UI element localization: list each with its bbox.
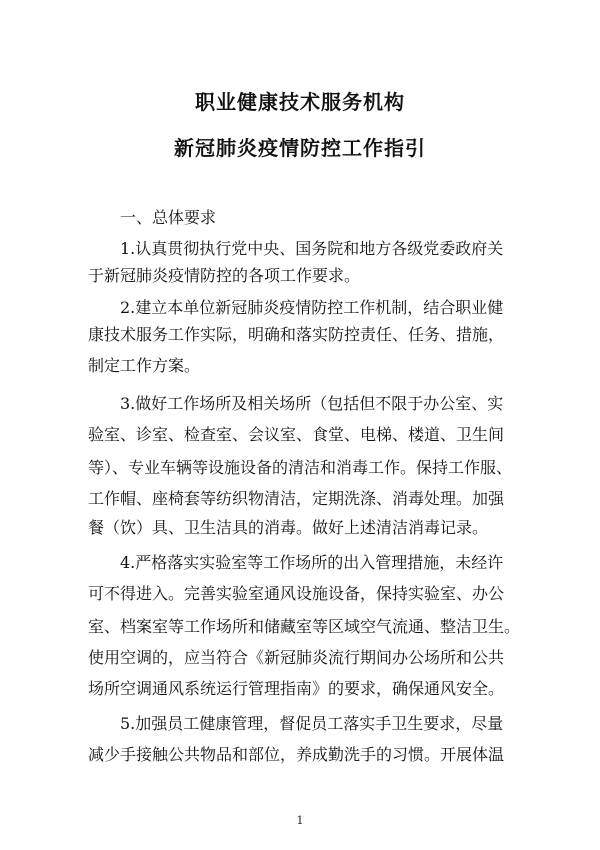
body-line: 1.认真贯彻执行党中央、国务院和地方各级党委政府关 — [120, 239, 504, 258]
title-line-2: 新冠肺炎疫情防控工作指引 — [174, 136, 426, 160]
page-number: 1 — [296, 814, 304, 827]
body-line: 餐（饮）具、卫生洁具的消毒。做好上述清洁消毒记录。 — [88, 518, 489, 537]
body-line: 2.建立本单位新冠肺炎疫情防控工作机制，结合职业健 — [120, 298, 504, 317]
body-line: 等）、专业车辆等设施设备的清洁和消毒工作。保持工作服、 — [88, 458, 513, 477]
body-line: 验室、诊室、检查室、会议室、食堂、电梯、楼道、卫生间 — [88, 425, 505, 444]
body-line: 于新冠肺炎疫情防控的各项工作要求。 — [88, 266, 361, 285]
body-line: 室、档案室等工作场所和储藏室等区域空气流通、整洁卫生。 — [88, 617, 521, 636]
body-line: 4.严格落实实验室等工作场所的出入管理措施，未经许 — [120, 553, 504, 572]
body-line: 减少手接触公共物品和部位，养成勤洗手的习惯。开展体温 — [88, 745, 505, 764]
section-heading: 一、总体要求 — [120, 208, 217, 227]
body-line: 3.做好工作场所及相关场所（包括但不限于办公室、实 — [120, 394, 504, 413]
body-line: 使用空调的，应当符合《新冠肺炎流行期间办公场所和公共 — [88, 648, 505, 667]
body-line: 可不得进入。完善实验室通风设施设备，保持实验室、办公 — [88, 584, 505, 603]
title-line-1: 职业健康技术服务机构 — [195, 90, 405, 114]
body-line: 5.加强员工健康管理，督促员工落实手卫生要求，尽量 — [120, 714, 504, 733]
body-line: 场所空调通风系统运行管理指南》的要求，确保通风安全。 — [88, 679, 505, 698]
body-line: 制定工作方案。 — [88, 356, 201, 375]
body-line: 工作帽、座椅套等纺织物清洁，定期洗涤、消毒处理。加强 — [88, 489, 505, 508]
body-line: 康技术服务工作实际，明确和落实防控责任、任务、措施， — [88, 325, 505, 344]
